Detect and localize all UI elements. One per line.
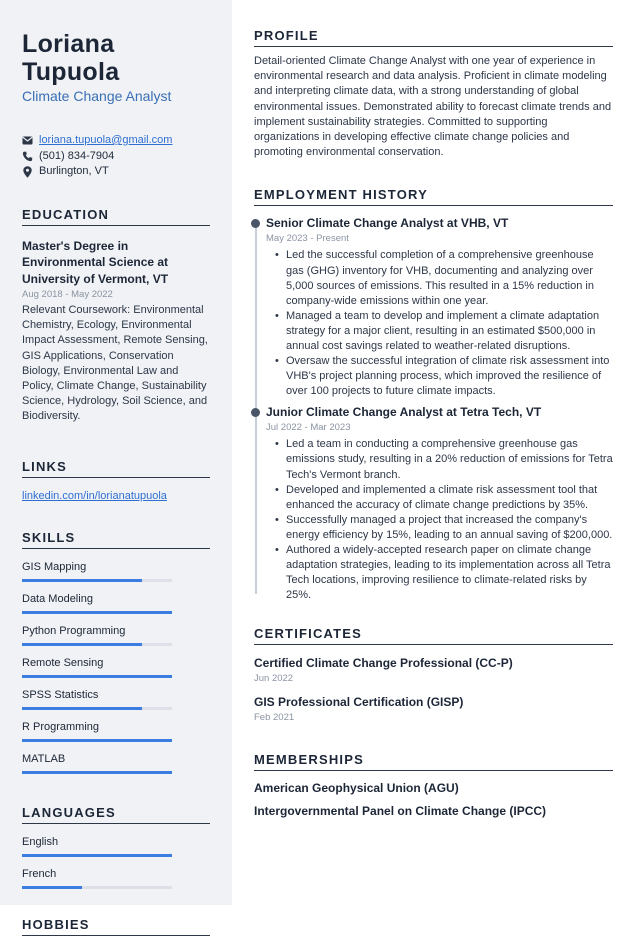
skill-name: Data Modeling — [22, 592, 93, 605]
job-bullet: • Managed a team to develop and implement a climate adaptation strategy for a major client, resulting in an estimated $500,000 in annual cost savings related to weather-related disruptions. — [266, 309, 613, 354]
skill-item — [22, 721, 210, 742]
job-dates: May 2023 - Present — [266, 233, 349, 245]
language-level-bar — [22, 854, 172, 857]
employment-section — [254, 187, 613, 603]
certificate-date: Feb 2021 — [254, 712, 295, 724]
job-title: Senior Climate Change Analyst at VHB, VT — [266, 216, 509, 231]
certificate-date: Jun 2022 — [254, 673, 294, 685]
job-bullet: • Led a team in conducting a comprehensive greenhouse gas emissions study, resulting in a 20% reduction of emissions for Tetra Tech's Vermont branch. — [266, 437, 613, 482]
skills-heading: SKILLS — [22, 530, 210, 549]
job-bullets — [266, 248, 613, 399]
phone-icon — [22, 151, 33, 162]
employment-timeline — [254, 216, 613, 603]
membership-item: Intergovernmental Panel on Climate Change (IPCC) — [254, 804, 547, 819]
certificate-name: GIS Professional Certification (GISP) — [254, 695, 464, 710]
language-item — [22, 868, 210, 889]
skill-name: GIS Mapping — [22, 560, 87, 573]
education-degree: Master's Degree in Environmental Science at University of Vermont, VT — [22, 238, 169, 286]
timeline-dot — [251, 408, 260, 417]
education-dates: Aug 2018 - May 2022 — [22, 289, 113, 300]
skill-level-fill — [22, 771, 172, 774]
memberships-heading: MEMBERSHIPS — [254, 752, 613, 771]
job-entry — [254, 405, 613, 603]
skill-name: SPSS Statistics — [22, 688, 99, 701]
timeline-dot — [251, 219, 260, 228]
skills-section — [22, 530, 210, 774]
memberships-section — [254, 752, 613, 819]
main-content — [232, 0, 640, 905]
language-name: French — [22, 867, 57, 880]
skill-level-bar — [22, 611, 172, 614]
skill-level-bar — [22, 707, 172, 710]
language-level-bar — [22, 886, 172, 889]
membership-item: American Geophysical Union (AGU) — [254, 781, 459, 796]
skill-level-fill — [22, 579, 142, 582]
language-level-fill — [22, 854, 172, 857]
skill-name: Python Programming — [22, 624, 126, 637]
language-name: English — [22, 835, 59, 848]
email-link[interactable]: loriana.tupuola@gmail.com — [39, 134, 173, 146]
skill-level-bar — [22, 643, 172, 646]
skill-level-bar — [22, 771, 172, 774]
job-bullet: • Led the successful completion of a comprehensive greenhouse gas (GHG) inventory for VHB, documenting and analyzing over 5,000 sources of emissions. This resulted in a 15% reduction in company-wide emissions within one year. — [266, 248, 613, 308]
contact-location — [22, 164, 210, 180]
certificate-name: Certified Climate Change Professional (CC-P) — [254, 656, 513, 671]
language-level-fill — [22, 886, 82, 889]
skill-name: R Programming — [22, 720, 100, 733]
links-heading: LINKS — [22, 459, 210, 478]
map-pin-icon — [22, 166, 33, 177]
skill-level-fill — [22, 675, 172, 678]
contact-list — [22, 133, 210, 180]
languages-section — [22, 805, 210, 889]
certificate-entry — [254, 656, 613, 685]
job-dates: Jul 2022 - Mar 2023 — [266, 422, 351, 434]
profile-section — [254, 28, 613, 160]
job-bullet: • Oversaw the successful integration of climate risk assessment into VHB's project planning process, which improved the resilience of over 100 projects to future climate impacts. — [266, 354, 613, 399]
skill-item — [22, 593, 210, 614]
phone-number: (501) 834-7904 — [39, 149, 115, 162]
linkedin-link[interactable]: linkedin.com/in/lorianatupuola — [22, 489, 167, 502]
job-entry — [254, 216, 613, 399]
skill-name: Remote Sensing — [22, 656, 104, 669]
job-bullet: • Successfully managed a project that increased the company's energy efficiency by 15%, leading to an annual saving of $200,000. — [266, 513, 613, 543]
certificates-section — [254, 626, 613, 724]
job-title: Junior Climate Change Analyst at Tetra Tech, VT — [266, 405, 542, 420]
skill-level-bar — [22, 579, 172, 582]
education-description: Relevant Coursework: Environmental Chemistry, Ecology, Environmental Impact Assessment, Remote Sensing, GIS Applications, Conservation Biology, Environmental Law and Policy, Climate Change, Sustainability Science, Hydrology, Soil Science, and Biodiversity. — [22, 304, 208, 423]
sidebar — [0, 0, 232, 932]
language-item — [22, 836, 210, 857]
envelope-icon — [22, 135, 33, 146]
skill-item — [22, 689, 210, 710]
skill-item — [22, 561, 210, 582]
location-text: Burlington, VT — [39, 165, 109, 177]
job-bullet: • Developed and implemented a climate risk assessment tool that enhanced the accuracy of climate change predictions by 35%. — [266, 483, 613, 513]
skill-item — [22, 657, 210, 678]
skill-level-bar — [22, 739, 172, 742]
skill-item — [22, 625, 210, 646]
skill-level-fill — [22, 739, 172, 742]
skill-item — [22, 753, 210, 774]
contact-phone — [22, 149, 210, 165]
candidate-title: Climate Change Analyst — [22, 88, 172, 104]
hobbies-heading: HOBBIES — [22, 917, 210, 936]
education-heading: EDUCATION — [22, 207, 210, 226]
candidate-name: Loriana Tupuola — [22, 30, 120, 86]
skill-level-fill — [22, 707, 142, 710]
job-bullet: • Authored a widely-accepted research paper on climate change adaptation strategies, leading to its implementation across all Tetra Tech locations, improving resilience to climate-related risks by 25%. — [266, 543, 613, 603]
employment-heading: EMPLOYMENT HISTORY — [254, 187, 613, 206]
certificate-entry — [254, 695, 613, 724]
job-bullets — [266, 437, 613, 603]
languages-heading: LANGUAGES — [22, 805, 210, 824]
certificates-heading: CERTIFICATES — [254, 626, 613, 645]
skill-level-fill — [22, 611, 172, 614]
links-section — [22, 459, 210, 502]
profile-heading: PROFILE — [254, 28, 613, 47]
profile-summary: Detail-oriented Climate Change Analyst with one year of experience in environmental research and data analysis. Proficient in climate modeling and interpreting climate data, with a strong understanding of global environmental issues. Demonstrated ability to forecast climate trends and implement sustainability strategies. Committed to supporting organizations in developing effective climate change policies and promoting environmental conservation. — [254, 55, 612, 159]
education-section — [22, 207, 210, 425]
hobbies-section — [22, 917, 210, 936]
skill-name: MATLAB — [22, 752, 66, 765]
skill-level-bar — [22, 675, 172, 678]
contact-email — [22, 133, 210, 149]
skill-level-fill — [22, 643, 142, 646]
